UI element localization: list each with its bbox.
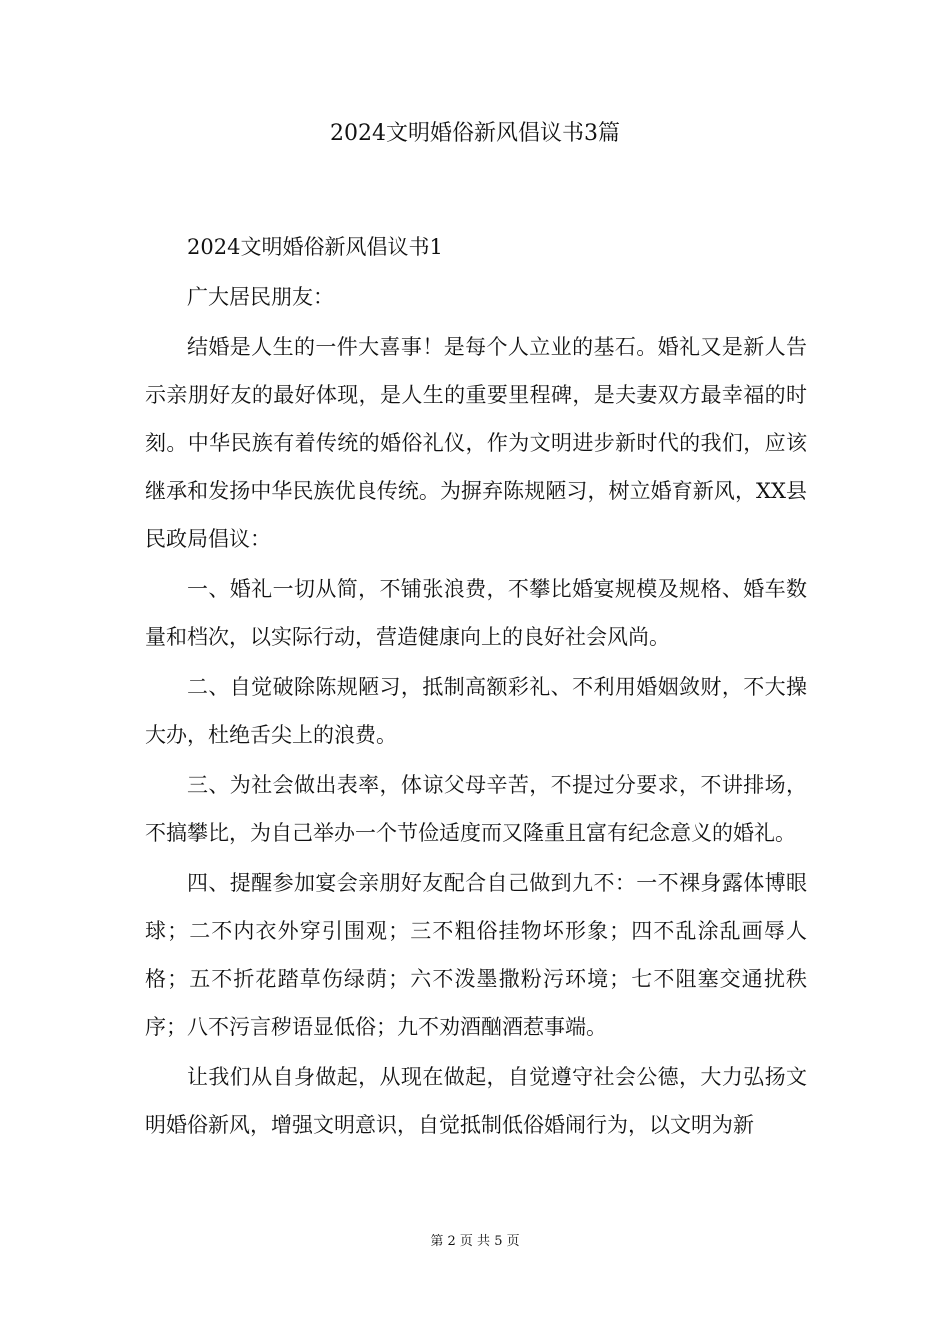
paragraph-intro: 结婚是人生的一件大喜事！是每个人立业的基石。婚礼又是新人告示亲朋好友的最好体现，是人生的重要里程碑，是夫妻双方最幸福的时刻。中华民族有着传统的婚俗礼仪，作为文明进步新时代的我们，应该继承和发扬中华民族优良传统。为摒弃陈规陋习，树立婚育新风，XX县民政局倡议： [145, 335, 807, 551]
salutation: 广大居民朋友： [187, 285, 334, 309]
section-heading: 2024文明婚俗新风倡议书1 [187, 235, 443, 259]
paragraph-item-4: 四、提醒参加宴会亲朋好友配合自己做到九不：一不裸身露体博眼球；二不内衣外穿引围观；三不粗俗挂物坏形象；四不乱涂乱画辱人格；五不折花踏草伤绿荫；六不泼墨撒粉污环境；七不阻塞交通扰秩序；八不污言秽语显低俗；九不劝酒酗酒惹事端。 [145, 871, 807, 1039]
paragraph-item-3: 三、为社会做出表率，体谅父母辛苦，不提过分要求，不讲排场，不搞攀比，为自己举办一个节俭适度而又隆重且富有纪念意义的婚礼。 [145, 773, 807, 845]
paragraph-item-1: 一、婚礼一切从简，不铺张浪费，不攀比婚宴规模及规格、婚车数量和档次，以实际行动，营造健康向上的良好社会风尚。 [145, 577, 807, 649]
document-body [145, 223, 807, 1151]
paragraph-closing: 让我们从自身做起，从现在做起，自觉遵守社会公德，大力弘扬文明婚俗新风，增强文明意识，自觉抵制低俗婚闹行为，以文明为新 [145, 1065, 807, 1137]
page-footer [0, 1233, 950, 1251]
document-title: 2024文明婚俗新风倡议书3篇 [330, 121, 620, 146]
paragraph-item-2: 二、自觉破除陈规陋习，抵制高额彩礼、不利用婚姻敛财，不大操大办，杜绝舌尖上的浪费。 [145, 675, 807, 747]
page-number-label: 第 2 页 共 5 页 [430, 1234, 520, 1249]
